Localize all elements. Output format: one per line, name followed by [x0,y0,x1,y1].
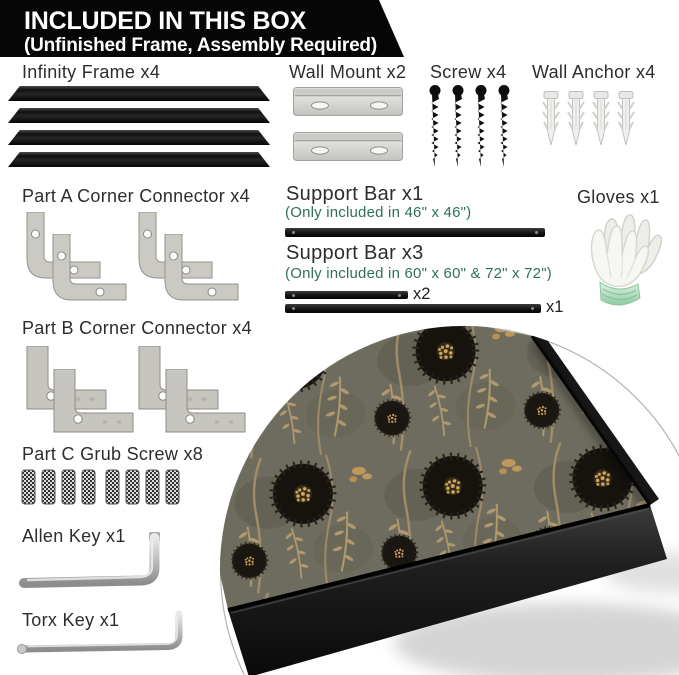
header-subtitle: (Unfinished Frame, Assembly Required) [24,35,377,56]
torx-key-label: Torx Key x1 [22,610,120,630]
gloves-graphic [566,204,671,309]
infinity-frame-label: Infinity Frame x4 [22,62,161,82]
infinity-frame-graphic [8,86,270,168]
wall-mount-plate-1 [293,87,403,116]
support-bar-60-72-label: Support Bar x3 [286,242,424,264]
header-title: INCLUDED IN THIS BOX [24,7,307,35]
part-a-connectors-group-2 [134,212,240,302]
wall-anchors-graphic [542,90,637,150]
support-bar-long-qty: x1 [546,298,564,316]
part-b-connector-label: Part B Corner Connector x4 [22,318,252,338]
part-a-connector-label: Part A Corner Connector x4 [22,186,250,206]
screws-graphic [425,84,517,170]
wall-anchor-label: Wall Anchor x4 [532,62,656,82]
support-bar-short-qty: x2 [413,285,431,303]
support-bar-46-label: Support Bar x1 [286,183,424,205]
grub-screws-graphic [18,468,184,506]
wall-mount-plate-2 [293,132,403,161]
allen-key-label: Allen Key x1 [22,526,126,546]
support-bar-short-graphic [285,291,408,299]
support-bar-46-graphic [285,228,545,237]
wall-mount-label: Wall Mount x2 [289,62,407,82]
support-bar-46-note: (Only included in 46" x 46") [285,204,472,221]
allen-key-graphic [14,530,166,590]
framed-canvas-inset [219,325,679,675]
screw-label: Screw x4 [430,62,507,82]
gloves-label: Gloves x1 [577,187,660,207]
support-bar-long-graphic [285,304,541,313]
support-bar-60-72-note: (Only included in 60" x 60" & 72" x 72") [285,265,552,282]
part-a-connectors-group-1 [22,212,128,302]
part-b-connectors-group-1 [24,346,136,436]
part-c-grub-screw-label: Part C Grub Screw x8 [22,444,204,464]
torx-key-graphic [10,608,192,658]
